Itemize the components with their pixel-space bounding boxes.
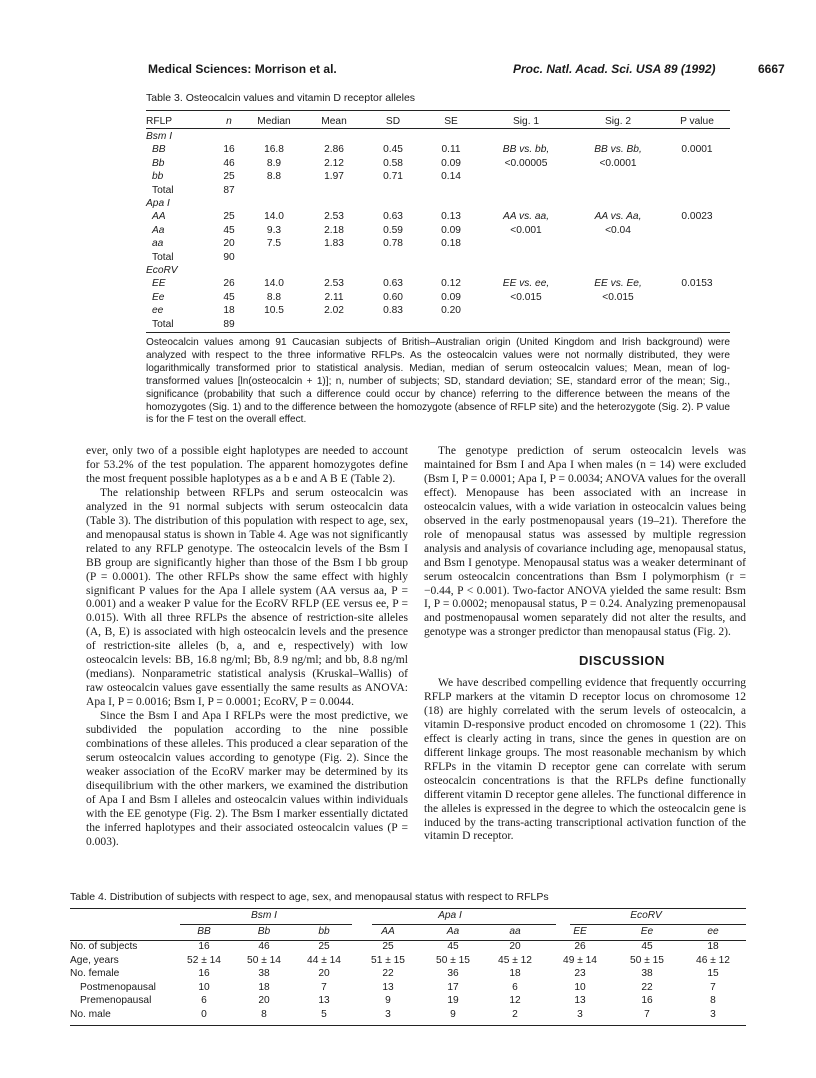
value-cell: 45: [447, 941, 459, 952]
se-cell: 0.13: [441, 211, 461, 223]
empty-cell: [244, 130, 304, 143]
sig2-cell: <0.015: [602, 291, 634, 303]
value-cell: 22: [382, 968, 394, 980]
col-header: n: [226, 115, 232, 127]
se-cell: 0.12: [441, 278, 461, 290]
median-cell: 8.8: [266, 171, 282, 183]
empty-cell: [244, 264, 304, 277]
table4-bottom-rule: [70, 1025, 746, 1026]
sd-cell: 0.78: [383, 238, 403, 250]
empty-cell: [664, 130, 730, 143]
table3-caption: Table 3. Osteocalcin values and vitamin D receptor alleles: [146, 92, 416, 104]
genotype-header: BB: [197, 926, 211, 938]
group-rule-ecorv: [570, 924, 746, 925]
col-header: P value: [680, 115, 714, 127]
empty-cell: [664, 251, 730, 264]
genotype-header: Ee: [640, 926, 654, 938]
col-header: Mean: [321, 115, 347, 127]
total-label: Total: [152, 251, 174, 263]
sig1-cell: <0.015: [510, 291, 542, 303]
empty-cell: [364, 184, 422, 197]
se-cell: 0.14: [441, 171, 461, 183]
empty-cell: [244, 197, 304, 210]
value-cell: 26: [574, 941, 586, 952]
table4-header-rule: [70, 940, 746, 941]
genotype-header: bb: [318, 926, 330, 938]
section-heading: DISCUSSION: [579, 653, 665, 668]
value-cell: 8: [710, 995, 716, 1007]
value-cell: 16: [198, 968, 210, 980]
table4-genotype-row: [70, 924, 746, 940]
table3-group-row: [146, 264, 730, 277]
col-header: Median: [257, 115, 291, 127]
value-cell: 10: [198, 981, 210, 993]
empty-cell: [244, 184, 304, 197]
empty-cell: [214, 264, 244, 277]
empty-cell: [304, 318, 364, 331]
sd-cell: 0.60: [383, 291, 403, 303]
genotype-cell: Bb: [152, 157, 165, 169]
p-value-cell: [664, 170, 730, 183]
value-cell: 49 ± 14: [563, 954, 597, 966]
mean-cell: 2.86: [324, 144, 344, 156]
running-header-journal: Proc. Natl. Acad. Sci. USA 89 (1992): [513, 62, 716, 76]
value-cell: 15: [707, 968, 719, 980]
empty-cell: [572, 184, 664, 197]
genotype-cell: aa: [152, 238, 164, 250]
value-cell: 44 ± 14: [307, 954, 341, 966]
sig1-cell: BB vs. bb,: [502, 144, 550, 156]
p-value-cell: [664, 304, 730, 317]
p-value-cell: 0.0023: [681, 211, 713, 223]
empty-cell: [664, 197, 730, 210]
paragraph: We have described compelling evidence that frequently occurring RFLP markers at the vitamin D receptor locus on chromosome 12 (18) are highly correlated with the serum levels of osteocalcin, a vitamin D-responsive product encoded on chromosome 1 (22). This effect is clearly acting in trans, since the genes in question are on different linkage groups. The most reasonable mechanism by which RFLPs in the vitamin D receptor gene can correlate with serum osteocalcin concentrations is that the RFLPs define functionally different vitamin D receptor gene alleles. The functional difference in the alleles is expressed in the degree to which the osteocalcin gene is induced by the trans-acting transcriptional activation function of the vitamin D receptor.: [424, 677, 746, 843]
value-cell: 45: [641, 941, 653, 952]
se-cell: 0.11: [441, 144, 461, 156]
empty-cell: [304, 197, 364, 210]
empty-cell: [572, 130, 664, 143]
table4-row: [70, 994, 746, 1008]
empty-cell: [664, 264, 730, 277]
value-cell: 7: [321, 981, 327, 993]
empty-cell: [304, 251, 364, 264]
se-cell: 0.09: [441, 157, 461, 169]
sig1-cell: AA vs. aa,: [502, 211, 550, 223]
value-cell: 9: [385, 995, 391, 1007]
genotype-cell: BB: [152, 144, 166, 156]
value-cell: 45 ± 12: [498, 954, 532, 966]
paragraph: The genotype prediction of serum osteocalcin levels was maintained for Bsm I and Apa I when males (n = 14) were excluded (Bsm I, P = 0.0001; Apa I, P = 0.0034; ANOVA values for the overall effect). Menopause has been associated with an increase in osteocalcin values, with a wide variation in osteocalcin values being observed in the early postmenopausal years (19–21). Therefore the role of menopausal status was assessed by multiple regression analysis and analysis of covariance including age, menopausal status, and Bsm I genotype. Menopausal status was a weaker determinant of serum osteocalcin concentrations than Bsm I polymorphism (r = −0.44, P < 0.001). Two-factor ANOVA yielded the same result: Bsm I, P = 0.0002; menopausal status, P = 0.24. Analyzing premenopausal and postmenopausal women separately did not alter the results, and genotype was a stronger predictor than menopausal status (Fig. 2).: [424, 445, 746, 639]
value-cell: 6: [201, 995, 207, 1007]
sig2-cell: AA vs. Aa,: [594, 211, 642, 223]
value-cell: 50 ± 15: [630, 954, 664, 966]
right-column: [424, 445, 746, 640]
group-header: EcoRV: [630, 910, 662, 922]
empty-cell: [364, 264, 422, 277]
mean-cell: 2.12: [324, 157, 344, 169]
discussion-text: [424, 677, 746, 844]
value-cell: 10: [574, 981, 586, 993]
table3-row: [146, 277, 730, 290]
value-cell: 13: [318, 995, 330, 1007]
empty-cell: [422, 318, 480, 331]
sig2-cell: [572, 237, 664, 250]
row-label: No. of subjects: [70, 941, 138, 952]
empty-cell: [244, 251, 304, 264]
value-cell: 50 ± 14: [247, 954, 281, 966]
value-cell: 12: [509, 995, 521, 1007]
table3-header-row: [146, 113, 730, 130]
median-cell: 8.9: [266, 157, 282, 169]
row-label: Age, years: [70, 954, 119, 966]
value-cell: 5: [321, 1008, 327, 1020]
value-cell: 46 ± 12: [696, 954, 730, 966]
empty-cell: [422, 251, 480, 264]
empty-cell: [422, 264, 480, 277]
value-cell: 52 ± 14: [187, 954, 221, 966]
table3-total-row: [146, 318, 730, 331]
value-cell: 17: [447, 981, 459, 993]
value-cell: 8: [261, 1008, 267, 1020]
median-cell: 9.3: [266, 224, 282, 236]
sig2-cell: <0.0001: [599, 157, 637, 169]
mean-cell: 2.02: [324, 305, 344, 317]
genotype-cell: EE: [152, 278, 166, 290]
mean-cell: 1.97: [324, 171, 344, 183]
empty-cell: [304, 130, 364, 143]
genotype-cell: AA: [152, 211, 166, 223]
table3-row: [146, 304, 730, 317]
running-header-left: Medical Sciences: Morrison et al.: [148, 62, 337, 76]
sig2-cell: <0.04: [605, 224, 631, 236]
sd-cell: 0.63: [383, 278, 403, 290]
table3-body: [146, 130, 730, 331]
empty-cell: [214, 130, 244, 143]
sig2-cell: [572, 304, 664, 317]
table3-row: [146, 291, 730, 304]
rflp-group-label: EcoRV: [146, 265, 178, 277]
value-cell: 23: [574, 968, 586, 980]
empty-cell: [480, 197, 572, 210]
genotype-header: EE: [573, 926, 587, 938]
empty-cell: [214, 197, 244, 210]
sd-cell: 0.58: [383, 157, 403, 169]
table3-row: [146, 170, 730, 183]
table3-footnote: Osteocalcin values among 91 Caucasian subjects of British–Australian origin (United Kingdom and Irish background) were analyzed with respect to the three informative RFLPs. As the osteocalcin values were not normally distributed, they were logarithmically transformed prior to statistical analysis. Median, median of serum osteocalcin values; Mean, mean of log-transformed values [ln(osteocalcin + 1)]; n, number of subjects; SD, standard deviation; SE, standard error of the mean; Sig., significance (probability that such a difference could occur by chance) referring to the difference between the means of the homozygotes (Sig. 1) and to the difference between the homozygote (absence of RFLP site) and the heterozygote (Sig. 2). P value is for the F test on the overall effect.: [146, 337, 730, 426]
row-label: Premenopausal: [80, 995, 152, 1007]
p-value-cell: [664, 224, 730, 237]
table3-row: [146, 237, 730, 250]
value-cell: 16: [641, 995, 653, 1007]
table4: [70, 908, 746, 1022]
p-value-cell: [664, 291, 730, 304]
value-cell: 13: [574, 995, 586, 1007]
col-header: Sig. 2: [604, 115, 632, 127]
value-cell: 7: [710, 981, 716, 993]
empty-cell: [480, 184, 572, 197]
empty-cell: [664, 184, 730, 197]
genotype-header: Aa: [446, 926, 460, 938]
paragraph: The relationship between RFLPs and serum osteocalcin was analyzed in the 91 normal subjects with serum osteocalcin data (Table 3). The distribution of this population with respect to age, sex, and menopausal status is shown in Table 4. Age was not significantly related to any RFLP genotype. The osteocalcin levels of the Bsm I BB group are significantly higher than those of the Bsm I bb group (P = 0.0001). The other RFLPs show the same effect with highly significant P values for the Apa I allele system (AA versus aa, P = 0.001) and a weaker P value for the EcoRV RFLP (EE versus ee, P = 0.015). With all three RFLPs the absence of restriction-site alleles (A, B, E) is associated with high osteocalcin levels and the presence of restriction-site alleles (b, a, and e, respectively) with low osteocalcin levels: BB, 16.8 ng/ml; Bb, 8.9 ng/ml; and bb, 8.8 ng/ml (medians). Nonparametric statistical analysis (Kruskal–Wallis) of raw osteocalcin values gave essentially the same results as ANOVA: Apa I, P = 0.0016; Bsm I, P = 0.0001; EcoRV, P = 0.0044.: [86, 486, 408, 709]
value-cell: 38: [641, 968, 653, 980]
group-rule-apa: [372, 924, 556, 925]
rflp-group-label: Bsm I: [146, 131, 173, 142]
n-cell: 45: [223, 224, 235, 236]
empty-cell: [480, 251, 572, 264]
p-value-cell: 0.0001: [681, 144, 713, 156]
sig1-cell: <0.001: [510, 224, 542, 236]
empty-cell: [480, 264, 572, 277]
table3-row: [146, 143, 730, 156]
value-cell: 13: [382, 981, 394, 993]
table3-row: [146, 210, 730, 223]
value-cell: 18: [258, 981, 270, 993]
total-label: Total: [152, 318, 174, 330]
table4-row: [70, 954, 746, 968]
median-cell: 14.0: [264, 211, 284, 223]
sd-cell: 0.71: [383, 171, 403, 183]
table4-row: [70, 967, 746, 981]
value-cell: 20: [509, 941, 521, 952]
table4-group-row: [70, 908, 746, 924]
page-number: 6667: [758, 62, 785, 76]
genotype-header: AA: [381, 926, 395, 938]
value-cell: 3: [385, 1008, 391, 1020]
value-cell: 7: [644, 1008, 650, 1020]
table3: [146, 113, 730, 331]
se-cell: 0.09: [441, 224, 461, 236]
n-cell: 18: [223, 305, 235, 317]
mean-cell: 1.83: [324, 238, 344, 250]
table3-total-row: [146, 184, 730, 197]
paragraph: Since the Bsm I and Apa I RFLPs were the most predictive, we subdivided the population according to the nine possible combinations of these alleles. This produced a clear separation of the serum osteocalcin values according to genotype (Fig. 2). Since the weaker association of the EcoRV marker may be determined by its disequilibrium with the other markers, we examined the distribution of Apa I and Bsm I alleles and osteocalcin values within individuals with the EE genotype (Fig. 2). The Bsm I marker essentially dictated the inferred haplotypes and their associated osteocalcin values (P = 0.003).: [86, 710, 408, 848]
genotype-cell: bb: [152, 171, 164, 183]
sd-cell: 0.45: [383, 144, 403, 156]
left-column: [86, 445, 408, 850]
total-n-cell: 89: [223, 318, 235, 330]
row-label: No. male: [70, 1008, 111, 1020]
empty-cell: [664, 318, 730, 331]
empty-cell: [422, 197, 480, 210]
sd-cell: 0.83: [383, 305, 403, 317]
empty-cell: [422, 184, 480, 197]
group-header: Apa I: [438, 910, 462, 922]
mean-cell: 2.53: [324, 278, 344, 290]
total-label: Total: [152, 184, 174, 196]
empty-cell: [364, 251, 422, 264]
n-cell: 25: [223, 171, 235, 183]
value-cell: 18: [707, 941, 719, 952]
rflp-group-label: Apa I: [146, 198, 170, 210]
table4-body: [70, 940, 746, 1022]
empty-cell: [572, 251, 664, 264]
empty-cell: [364, 318, 422, 331]
value-cell: 50 ± 15: [436, 954, 470, 966]
mean-cell: 2.18: [324, 224, 344, 236]
empty-cell: [304, 184, 364, 197]
value-cell: 19: [447, 995, 459, 1007]
value-cell: 46: [258, 941, 270, 952]
value-cell: 0: [201, 1008, 207, 1020]
mean-cell: 2.11: [324, 291, 344, 303]
empty-cell: [244, 318, 304, 331]
sig1-cell: [480, 237, 572, 250]
n-cell: 45: [223, 291, 235, 303]
value-cell: 36: [447, 968, 459, 980]
group-header: Bsm I: [250, 910, 278, 922]
paragraph: ever, only two of a possible eight haplotypes are needed to account for 53.2% of the test population. The apparent homozygotes define the most frequent possible haplotypes as a b e and A B E (Table 2).: [86, 445, 408, 485]
genotype-header: Bb: [257, 926, 271, 938]
value-cell: 20: [318, 968, 330, 980]
n-cell: 46: [223, 157, 235, 169]
median-cell: 16.8: [264, 144, 284, 156]
value-cell: 3: [577, 1008, 583, 1020]
median-cell: 8.8: [266, 291, 282, 303]
col-header: RFLP: [146, 115, 173, 127]
total-n-cell: 90: [223, 251, 235, 263]
genotype-cell: Ee: [152, 291, 165, 303]
value-cell: 3: [710, 1008, 716, 1020]
n-cell: 20: [223, 238, 235, 250]
n-cell: 26: [223, 278, 235, 290]
table3-total-row: [146, 251, 730, 264]
value-cell: 38: [258, 968, 270, 980]
total-n-cell: 87: [223, 184, 235, 196]
empty-cell: [304, 264, 364, 277]
group-rule-bsm: [180, 924, 352, 925]
col-header: SE: [444, 115, 458, 127]
value-cell: 16: [198, 941, 210, 952]
table4-row: [70, 1008, 746, 1022]
mean-cell: 2.53: [324, 211, 344, 223]
row-label: No. female: [70, 968, 120, 980]
median-cell: 14.0: [264, 278, 284, 290]
col-header: Sig. 1: [512, 115, 540, 127]
sig2-cell: BB vs. Bb,: [594, 144, 642, 156]
median-cell: 7.5: [266, 238, 282, 250]
n-cell: 16: [223, 144, 235, 156]
empty-cell: [572, 318, 664, 331]
table4-row: [70, 940, 746, 954]
value-cell: 22: [641, 981, 653, 993]
empty-cell: [422, 130, 480, 143]
sig1-cell: [480, 304, 572, 317]
n-cell: 25: [223, 211, 235, 223]
sig1-cell: [480, 170, 572, 183]
sig2-cell: EE vs. Ee,: [594, 278, 642, 290]
empty-cell: [364, 130, 422, 143]
value-cell: 9: [450, 1008, 456, 1020]
sd-cell: 0.59: [383, 224, 403, 236]
empty-cell: [572, 264, 664, 277]
sig1-cell: EE vs. ee,: [502, 278, 550, 290]
value-cell: 25: [382, 941, 394, 952]
genotype-header: aa: [509, 926, 521, 938]
sig1-cell: <0.00005: [504, 157, 548, 169]
p-value-cell: [664, 157, 730, 170]
value-cell: 2: [512, 1008, 518, 1020]
table4-caption: Table 4. Distribution of subjects with respect to age, sex, and menopausal status with respect to RFLPs: [70, 891, 549, 903]
value-cell: 18: [509, 968, 521, 980]
se-cell: 0.18: [441, 238, 461, 250]
value-cell: 20: [258, 995, 270, 1007]
table3-group-row: [146, 130, 730, 143]
table3-group-row: [146, 197, 730, 210]
table3-row: [146, 157, 730, 170]
median-cell: 10.5: [264, 305, 284, 317]
empty-cell: [364, 197, 422, 210]
table4-row: [70, 981, 746, 995]
value-cell: 51 ± 15: [371, 954, 405, 966]
empty-cell: [480, 318, 572, 331]
value-cell: 6: [512, 981, 518, 993]
empty-cell: [480, 130, 572, 143]
se-cell: 0.09: [441, 291, 461, 303]
p-value-cell: 0.0153: [681, 278, 713, 290]
genotype-cell: Aa: [152, 224, 165, 236]
empty-cell: [572, 197, 664, 210]
table3-bottom-rule: [146, 332, 730, 333]
table3-row: [146, 224, 730, 237]
sd-cell: 0.63: [383, 211, 403, 223]
p-value-cell: [664, 237, 730, 250]
genotype-header: ee: [707, 926, 719, 938]
sig2-cell: [572, 170, 664, 183]
genotype-cell: ee: [152, 305, 164, 317]
row-label: Postmenopausal: [80, 981, 156, 993]
se-cell: 0.20: [441, 305, 461, 317]
value-cell: 25: [318, 941, 330, 952]
table3-top-rule: [146, 110, 730, 111]
col-header: SD: [385, 115, 401, 127]
